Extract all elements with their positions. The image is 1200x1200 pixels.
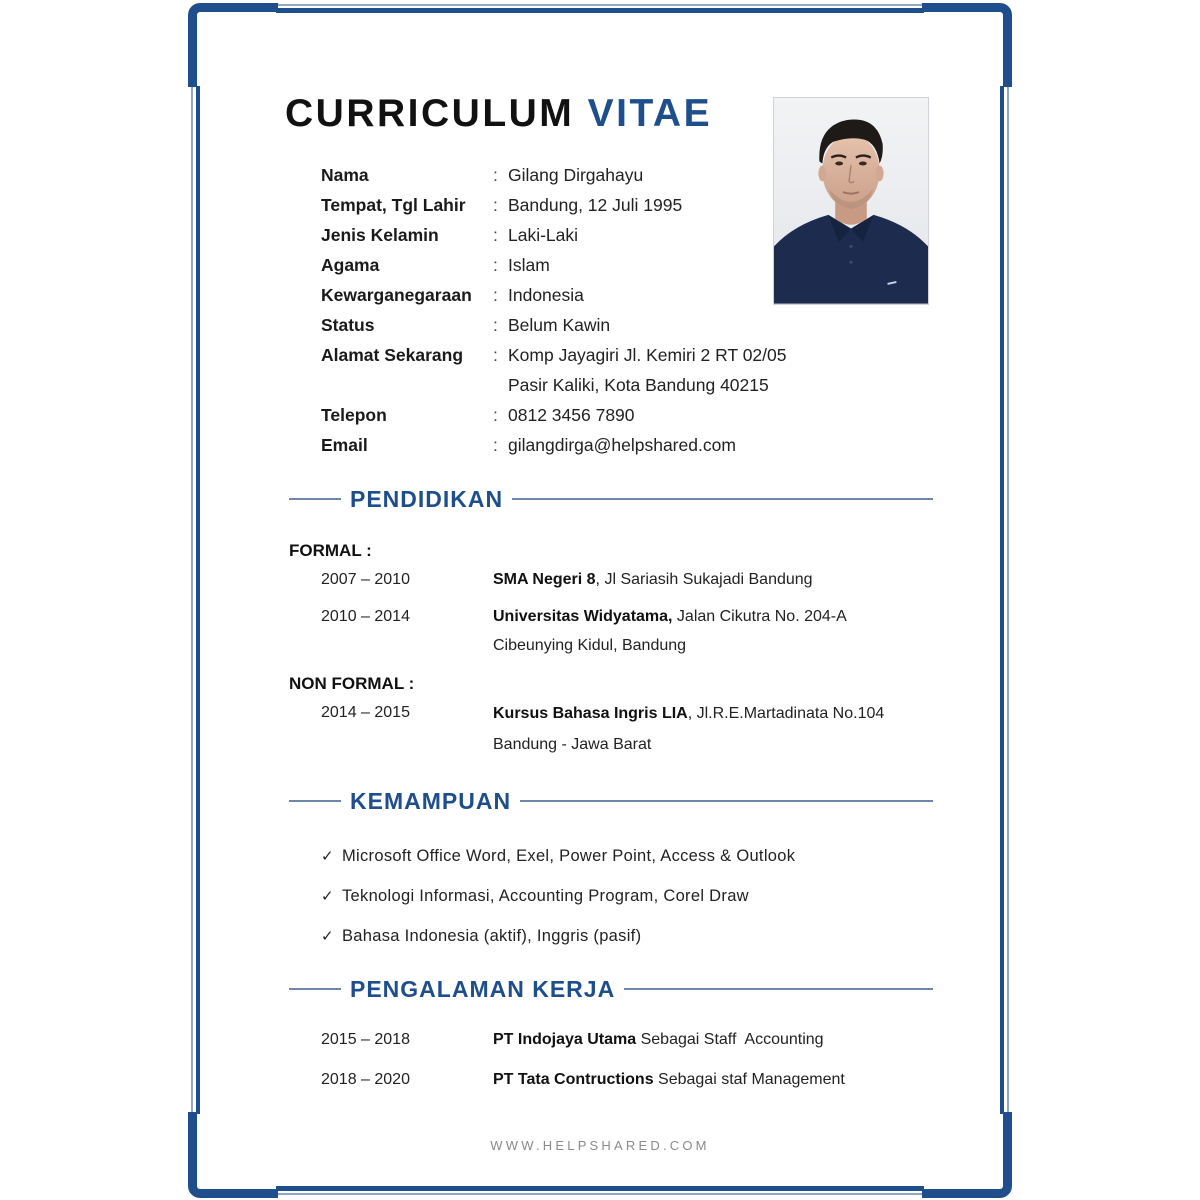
- info-separator: :: [493, 284, 498, 305]
- skill-text: Microsoft Office Word, Exel, Power Point, Access & Outlook: [342, 846, 796, 865]
- info-label: Alamat Sekarang: [321, 344, 464, 365]
- experience-company: PT Tata Contructions: [493, 1071, 654, 1088]
- skill-item: [321, 916, 795, 956]
- education-institution: SMA Negeri 8: [493, 571, 596, 588]
- info-separator: :: [493, 164, 498, 185]
- experience-role: Sebagai staf Management: [653, 1071, 845, 1088]
- info-row-status: [321, 310, 841, 340]
- section-title: PENDIDIKAN: [350, 485, 504, 512]
- info-label: Nama: [321, 164, 369, 185]
- experience-years: 2018 – 2020: [321, 1071, 410, 1088]
- title-main: CURRICULUM: [285, 92, 575, 135]
- info-separator: :: [493, 224, 498, 245]
- education-description: [493, 602, 933, 660]
- border-corner-bottom-right: [922, 1112, 1012, 1198]
- border-corner-bottom-left: [188, 1112, 278, 1198]
- border-line-right-thin: [1007, 86, 1009, 1114]
- education-formal-label: FORMAL :: [289, 541, 372, 560]
- skill-text: Teknologi Informasi, Accounting Program, Corel Draw: [342, 886, 749, 905]
- border-line-right: [1000, 86, 1004, 1114]
- experience-description: [493, 1025, 933, 1054]
- education-description: [493, 698, 933, 760]
- checkmark-icon: ✓: [321, 848, 334, 865]
- skill-text: Bahasa Indonesia (aktif), Inggris (pasif): [342, 926, 642, 945]
- info-separator: :: [493, 194, 498, 215]
- section-header-skills: [289, 786, 933, 816]
- section-rule: [289, 800, 341, 802]
- border-line-left: [196, 86, 200, 1114]
- education-institution: Universitas Widyatama,: [493, 608, 673, 625]
- title-accent: VITAE: [587, 92, 713, 135]
- border-line-left-thin: [191, 86, 193, 1114]
- education-institution: Kursus Bahasa Ingris LIA: [493, 705, 688, 722]
- experience-role: Sebagai Staff Accounting: [636, 1031, 824, 1048]
- info-value: Bandung, 12 Juli 1995: [508, 194, 683, 215]
- education-description: [493, 565, 933, 594]
- info-label: Kewarganegaraan: [321, 284, 472, 305]
- education-nonformal-label: NON FORMAL :: [289, 674, 415, 693]
- info-separator: :: [493, 314, 498, 335]
- experience-company: PT Indojaya Utama: [493, 1031, 637, 1048]
- info-label: Agama: [321, 254, 380, 275]
- info-value: Pasir Kaliki, Kota Bandung 40215: [508, 374, 769, 395]
- education-years: 2010 – 2014: [321, 608, 410, 625]
- personal-info: [321, 160, 841, 460]
- education-years: 2007 – 2010: [321, 571, 410, 588]
- border-corner-top-right: [922, 3, 1012, 87]
- info-value: Gilang Dirgahayu: [508, 164, 644, 185]
- info-label: Email: [321, 434, 368, 455]
- section-header-experience: [289, 974, 933, 1004]
- info-label: Tempat, Tgl Lahir: [321, 194, 466, 215]
- info-row-birth: [321, 190, 841, 220]
- info-value: Laki-Laki: [508, 224, 579, 245]
- info-row-address: [321, 340, 841, 370]
- education-detail-line2: Bandung - Jawa Barat: [493, 736, 652, 753]
- info-value: 0812 3456 7890: [508, 404, 635, 425]
- info-value: Islam: [508, 254, 550, 275]
- info-row-nationality: [321, 280, 841, 310]
- section-title: KEMAMPUAN: [350, 787, 512, 814]
- info-separator: :: [493, 434, 498, 455]
- info-value: Indonesia: [508, 284, 584, 305]
- skill-item: [321, 836, 795, 876]
- section-title: PENGALAMAN KERJA: [350, 975, 616, 1002]
- info-row-email: [321, 430, 841, 460]
- info-row-religion: [321, 250, 841, 280]
- info-row-name: [321, 160, 841, 190]
- section-rule: [512, 498, 933, 500]
- info-separator: :: [493, 254, 498, 275]
- checkmark-icon: ✓: [321, 928, 334, 945]
- border-line-top: [276, 8, 924, 13]
- education-years: 2014 – 2015: [321, 704, 410, 721]
- section-rule: [289, 498, 341, 500]
- skill-item: [321, 876, 795, 916]
- education-detail: , Jl Sariasih Sukajadi Bandung: [595, 571, 813, 588]
- section-rule: [289, 988, 341, 990]
- experience-years: 2015 – 2018: [321, 1031, 410, 1048]
- info-label: Jenis Kelamin: [321, 224, 439, 245]
- info-label: Telepon: [321, 404, 387, 425]
- section-rule: [624, 988, 933, 990]
- info-row-phone: [321, 400, 841, 430]
- education-detail: , Jl.R.E.Martadinata No.104: [687, 705, 885, 722]
- info-value: gilangdirga@helpshared.com: [508, 434, 736, 455]
- skills-list: [321, 836, 795, 956]
- experience-description: [493, 1065, 933, 1094]
- info-value: Belum Kawin: [508, 314, 611, 335]
- info-label: Status: [321, 314, 375, 335]
- checkmark-icon: ✓: [321, 888, 334, 905]
- education-detail-line2: Cibeunying Kidul, Bandung: [493, 637, 687, 654]
- footer-website: WWW.HELPSHARED.COM: [490, 1138, 710, 1153]
- info-row-address-continued: [321, 370, 841, 400]
- border-line-bottom: [276, 1186, 924, 1191]
- section-rule: [520, 800, 933, 802]
- info-row-gender: [321, 220, 841, 250]
- section-header-education: [289, 484, 933, 514]
- border-corner-top-left: [188, 3, 278, 87]
- info-value: Komp Jayagiri Jl. Kemiri 2 RT 02/05: [508, 344, 787, 365]
- education-detail: Jalan Cikutra No. 204-A: [672, 608, 847, 625]
- document-title: [285, 92, 712, 136]
- border-line-bottom-thin: [276, 1193, 924, 1195]
- info-separator: :: [493, 344, 498, 365]
- border-line-top-thin: [276, 4, 924, 6]
- info-separator: :: [493, 404, 498, 425]
